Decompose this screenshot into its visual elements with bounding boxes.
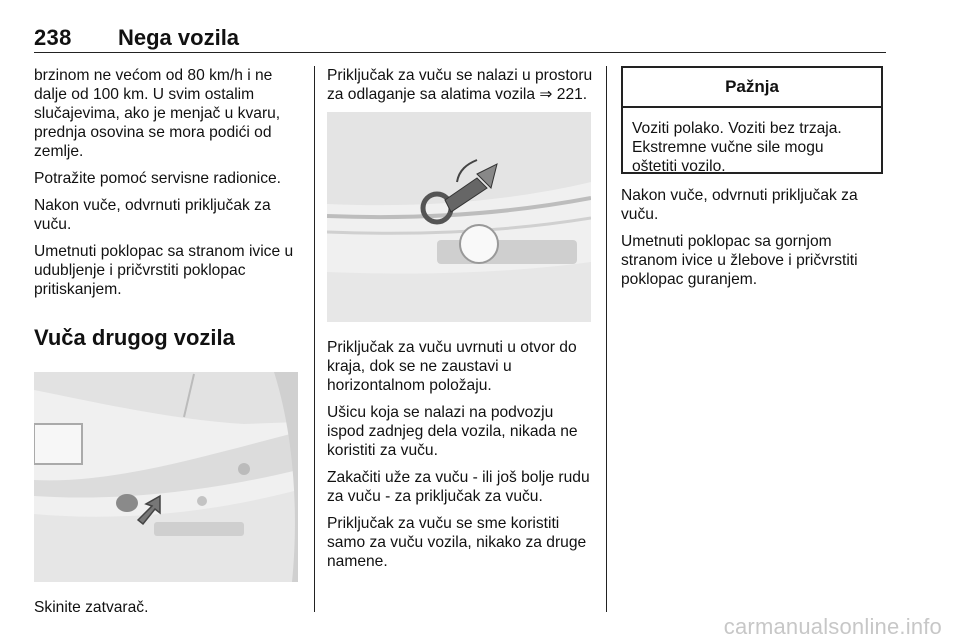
rear-bumper-cover-illustration (34, 372, 298, 582)
paragraph: brzinom ne većom od 80 km/h i ne dalje od 100 km. U svim ostalim slučajevima, ako je menjač u kvaru, prednja osovina se mora podići od zemlje. (34, 67, 281, 160)
notice-title: Pažnja (623, 68, 881, 108)
towing-eye-illustration (327, 112, 591, 322)
paragraph: Priključak za vuču se sme koristiti samo za vuču vozila, nikako za druge namene. (327, 515, 587, 570)
header-rule (34, 52, 886, 53)
paragraph: Priključak za vuču se nalazi u prostoru za odlaganje sa alatima vozila ⇒ 221. (327, 67, 593, 103)
notice-body: Voziti polako. Voziti bez trzaja. Ekstremne vučne sile mogu oštetiti vozilo. (632, 120, 842, 175)
paragraph: Umetnuti poklopac sa stranom ivice u udubljenje i pričvrstiti poklopac pritiskanjem. (34, 243, 294, 298)
figure-caption: Skinite zatvarač. (34, 599, 149, 616)
page-header (34, 25, 886, 51)
paragraph: Zakačiti uže za vuču - ili još bolje rudu za vuču - za priključak za vuču. (327, 469, 590, 505)
paragraph: Nakon vuče, odvrnuti priključak za vuču. (34, 197, 271, 233)
paragraph: Umetnuti poklopac sa gornjom stranom ivice u žlebove i pričvrstiti poklopac guranjem. (621, 233, 858, 288)
column-1 (34, 66, 302, 625)
paragraph: Potražite pomoć servisne radionice. (34, 170, 282, 187)
paragraph: Ušicu koja se nalazi na podvozju ispod zadnjeg dela vozila, nikada ne koristiti za vuču. (327, 404, 578, 459)
column-2 (327, 66, 593, 579)
column-divider-left (314, 66, 315, 612)
page-number: 238 (34, 25, 72, 50)
paragraph: Priključak za vuču uvrnuti u otvor do kraja, dok se ne zaustavi u horizontalnom položaju. (327, 339, 577, 394)
column-3 (621, 186, 883, 297)
paragraph: Nakon vuče, odvrnuti priključak za vuču. (621, 187, 858, 223)
column-divider-right (606, 66, 607, 612)
caution-notice-box (621, 66, 883, 174)
subsection-heading: Vuča drugog vozila (34, 325, 235, 350)
watermark: carmanualsonline.info (723, 614, 942, 639)
section-title: Nega vozila (118, 25, 240, 50)
